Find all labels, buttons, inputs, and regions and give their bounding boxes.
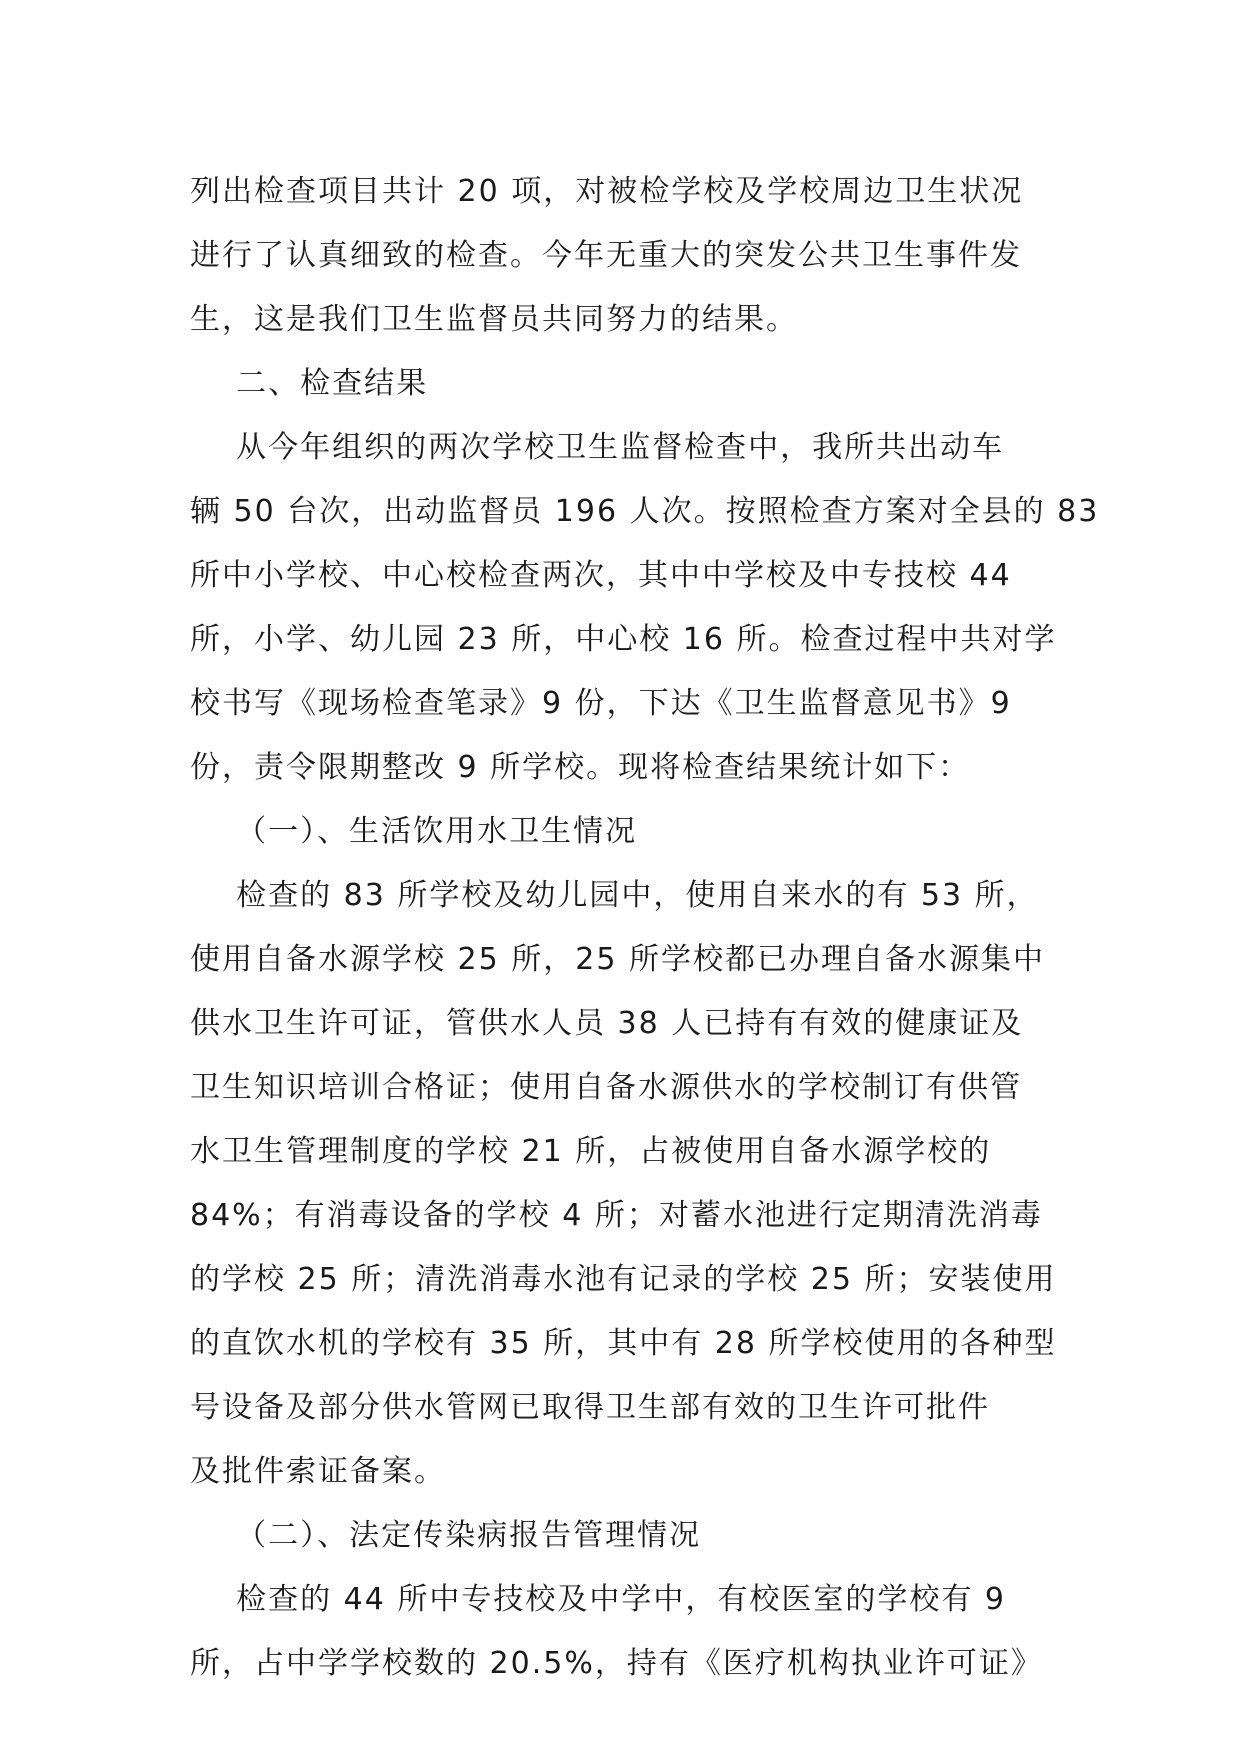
text-line: 检查的 44 所中专技校及中学中，有校医室的学校有 9	[190, 1582, 1007, 1617]
text-line: 辆 50 台次，出动监督员 196 人次。按照检查方案对全县的 83	[190, 494, 1100, 529]
text-line: 使用自备水源学校 25 所，25 所学校都已办理自备水源集中	[190, 942, 1045, 977]
text-line: 所，小学、幼儿园 23 所，中心校 16 所。检查过程中共对学	[190, 622, 1057, 657]
text-line: 进行了认真细致的检查。今年无重大的突发公共卫生事件发	[190, 238, 1022, 273]
text-line: 所中小学校、中心校检查两次，其中中学校及中专技校 44	[190, 558, 1012, 593]
text-line: 份，责令限期整改 9 所学校。现将检查结果统计如下：	[190, 750, 971, 785]
text-line: 的直饮水机的学校有 35 所，其中有 28 所学校使用的各种型	[190, 1326, 1057, 1361]
section-heading: 二、检查结果	[190, 366, 429, 401]
text-line: 卫生知识培训合格证；使用自备水源供水的学校制订有供管	[190, 1070, 1022, 1105]
text-line: 号设备及部分供水管网已取得卫生部有效的卫生许可批件	[190, 1390, 990, 1425]
text-line: 生，这是我们卫生监督员共同努力的结果。	[190, 302, 798, 337]
subsection-heading: （二）、法定传染病报告管理情况	[190, 1518, 702, 1553]
text-line: 的学校 25 所；清洗消毒水池有记录的学校 25 所；安装使用	[190, 1262, 1057, 1297]
document-body	[190, 160, 1100, 1696]
text-line: 84%；有消毒设备的学校 4 所；对蓄水池进行定期清洗消毒	[190, 1198, 1043, 1233]
text-line: 检查的 83 所学校及幼儿园中，使用自来水的有 53 所，	[190, 878, 1039, 913]
text-line: 从今年组织的两次学校卫生监督检查中，我所共出动车	[190, 430, 1005, 465]
text-line: 及批件索证备案。	[190, 1454, 446, 1489]
text-line: 供水卫生许可证，管供水人员 38 人已持有有效的健康证及	[190, 1006, 1024, 1041]
text-line: 水卫生管理制度的学校 21 所，占被使用自备水源学校的	[190, 1134, 992, 1169]
text-line: 列出检查项目共计 20 项，对被检学校及学校周边卫生状况	[190, 174, 1024, 209]
subsection-heading: （一）、生活饮用水卫生情况	[190, 814, 638, 849]
text-line: 所，占中学学校数的 20.5%，持有《医疗机构执业许可证》	[190, 1646, 1043, 1681]
text-line: 校书写《现场检查笔录》9 份，下达《卫生监督意见书》9	[190, 686, 1012, 721]
